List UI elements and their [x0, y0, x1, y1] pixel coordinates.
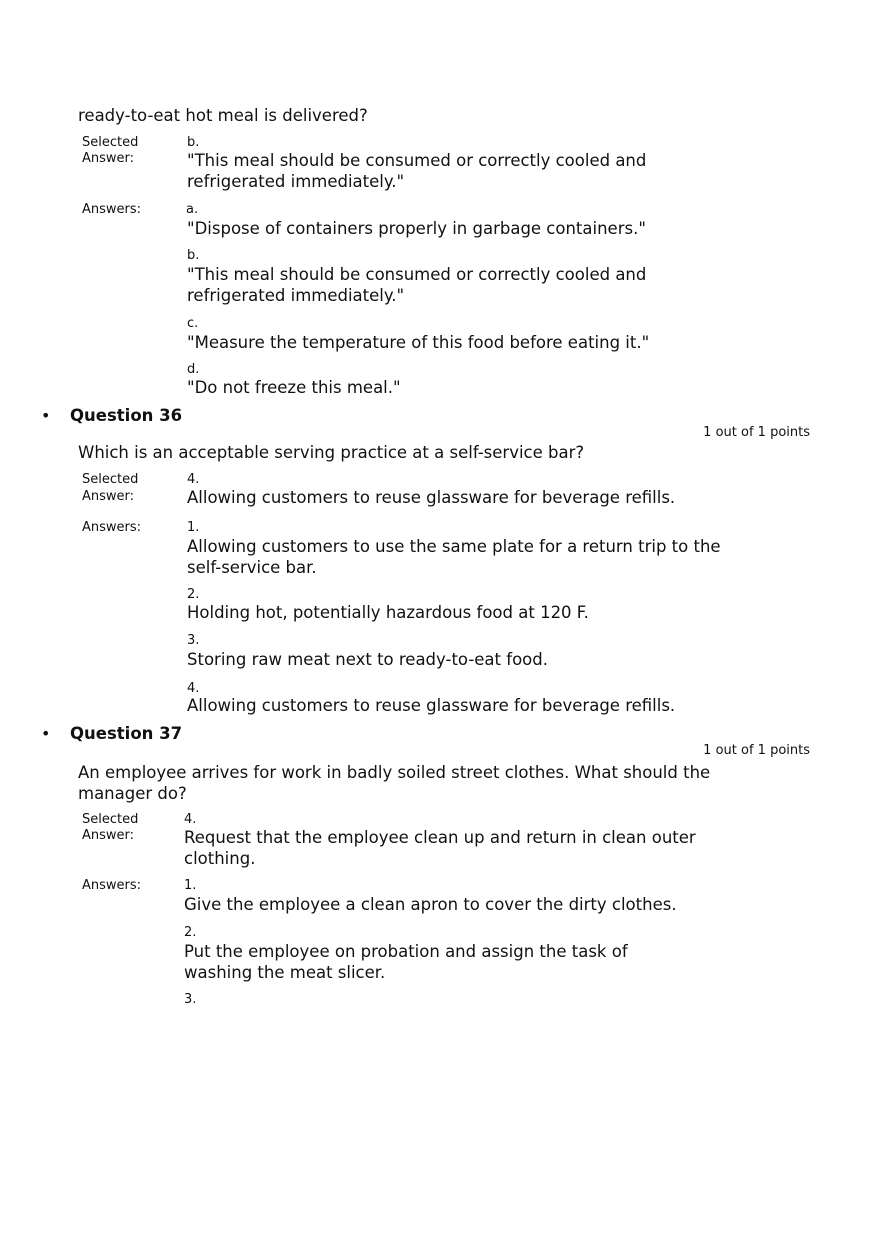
answer-label: Answer:: [82, 151, 135, 166]
answer-text: "This meal should be consumed or correctly cooled and refrigerated immediately.": [187, 265, 647, 305]
answer-label: Answer:: [82, 828, 135, 843]
selected-label: Selected: [82, 472, 139, 487]
points-badge: 1 out of 1 points: [703, 425, 810, 440]
answers-label: Answers:: [82, 202, 142, 217]
question-title: Question 37: [70, 724, 183, 743]
answer-text: Put the employee on probation and assign the task of washing the meat slicer.: [184, 942, 628, 982]
answer-key: 1.: [187, 520, 200, 535]
answer-key: 4.: [187, 681, 200, 696]
answer-key: b.: [187, 248, 200, 263]
bullet: •: [41, 406, 51, 425]
points-badge: 1 out of 1 points: [703, 743, 810, 758]
answer-text: Give the employee a clean apron to cover the dirty clothes.: [184, 895, 677, 914]
selected-label: Selected: [82, 135, 139, 150]
answers-label: Answers:: [82, 878, 142, 893]
answers-label: Answers:: [82, 520, 142, 535]
answer-text: Holding hot, potentially hazardous food at 120 F.: [187, 603, 589, 622]
answer-text: Storing raw meat next to ready-to-eat food.: [187, 650, 548, 669]
selected-answer-text: Request that the employee clean up and return in clean outer clothing.: [184, 828, 696, 868]
selected-answer-key: 4.: [187, 472, 200, 487]
answer-text: "Do not freeze this meal.": [187, 378, 401, 397]
selected-answer-key: 4.: [184, 812, 197, 827]
answer-key: a.: [186, 202, 199, 217]
question-text: ready-to-eat hot meal is delivered?: [78, 106, 368, 125]
answer-label: Answer:: [82, 489, 135, 504]
selected-answer-text: Allowing customers to reuse glassware for beverage refills.: [187, 488, 676, 507]
question-text: Which is an acceptable serving practice at a self-service bar?: [78, 443, 585, 462]
question-text: An employee arrives for work in badly soiled street clothes. What should the manager do?: [78, 763, 711, 803]
selected-label: Selected: [82, 812, 139, 827]
answer-text: "Dispose of containers properly in garbage containers.": [187, 219, 646, 238]
selected-answer-text: "This meal should be consumed or correctly cooled and refrigerated immediately.": [187, 151, 647, 191]
answer-text: "Measure the temperature of this food before eating it.": [187, 333, 650, 352]
answer-key: c.: [187, 316, 199, 331]
question-title: Question 36: [70, 406, 183, 425]
selected-answer-key: b.: [187, 135, 200, 150]
answer-key: 3.: [184, 992, 197, 1007]
answer-text: Allowing customers to reuse glassware for beverage refills.: [187, 696, 676, 715]
answer-key: 2.: [187, 587, 200, 602]
answer-key: 2.: [184, 925, 197, 940]
answer-text: Allowing customers to use the same plate for a return trip to the self-service bar.: [187, 537, 721, 577]
answer-key: d.: [187, 362, 200, 377]
answer-key: 1.: [184, 878, 197, 893]
bullet: •: [41, 724, 51, 743]
answer-key: 3.: [187, 633, 200, 648]
